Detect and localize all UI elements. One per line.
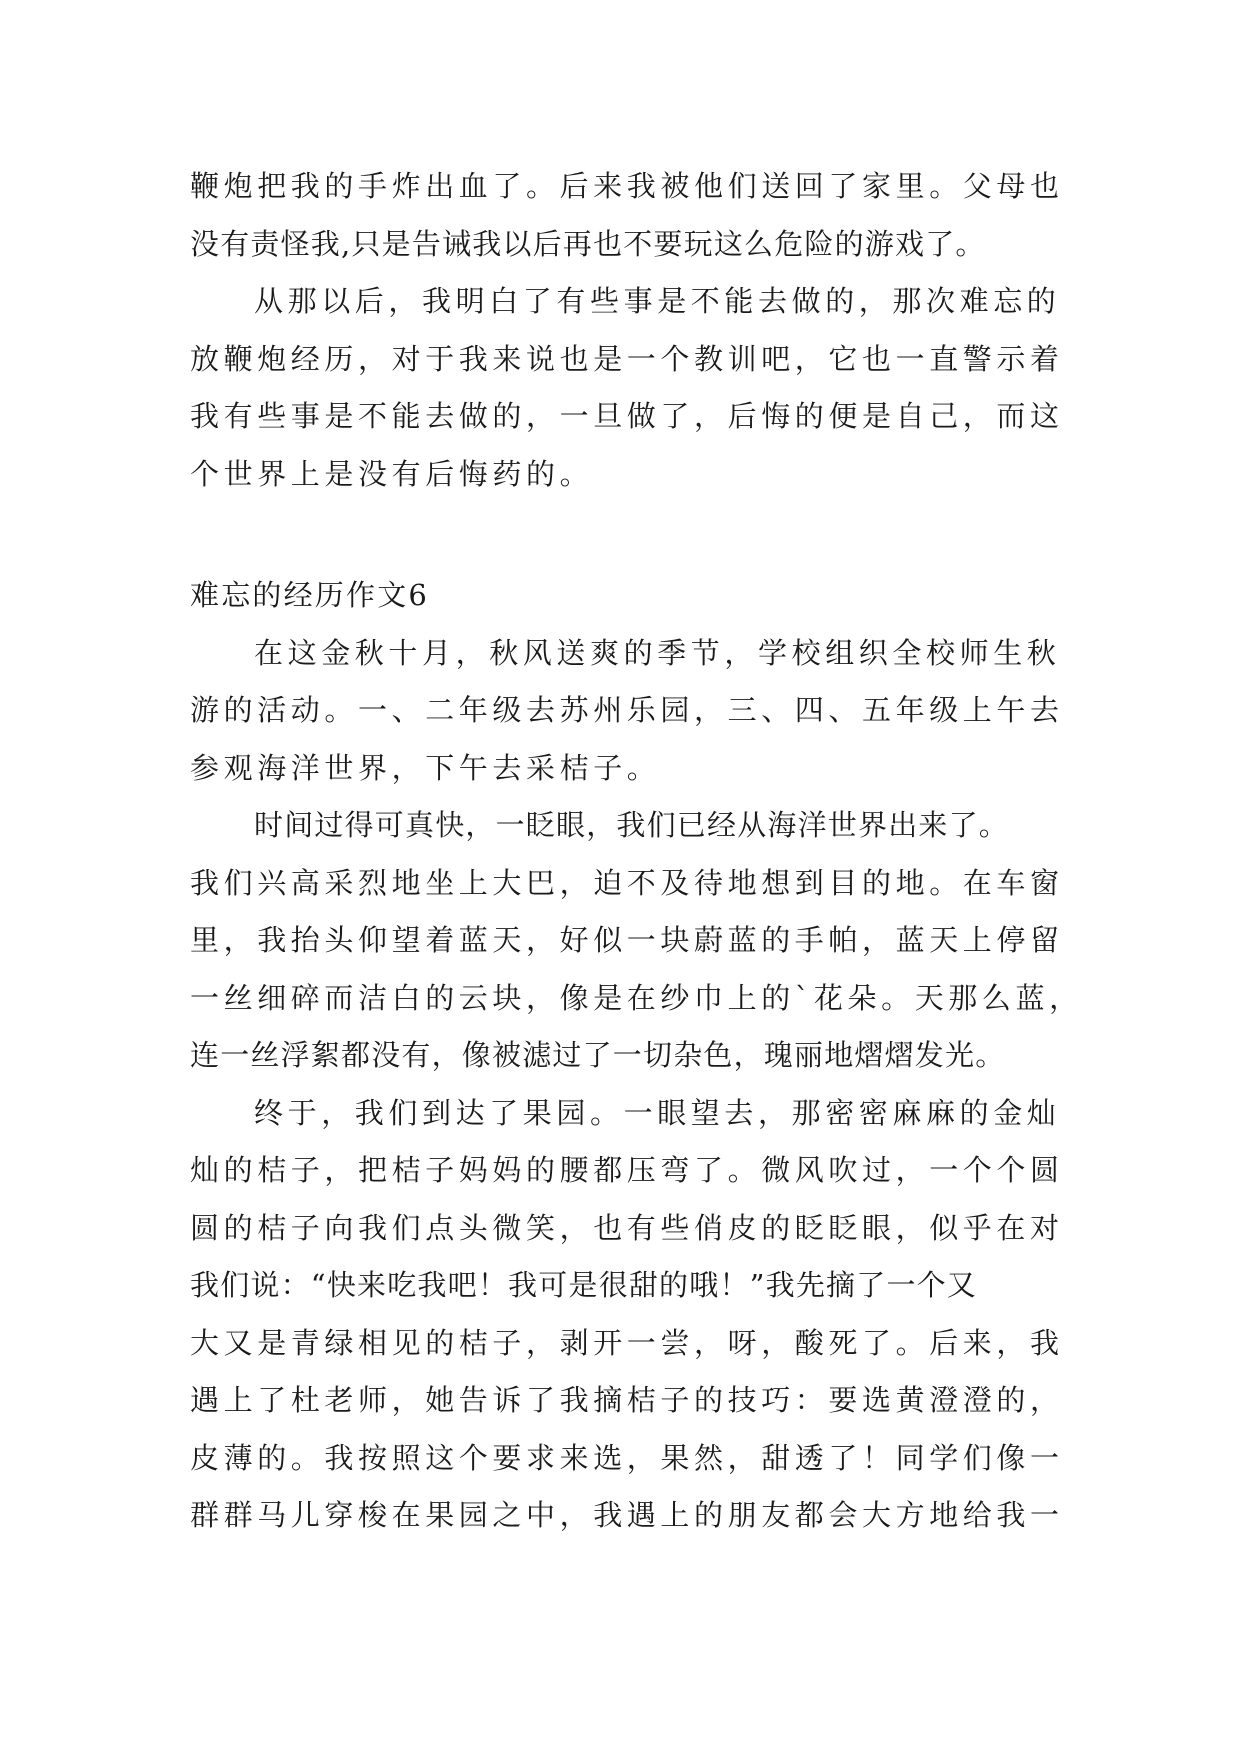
paragraph-line: 我有些事是不能去做的，一旦做了，后悔的便是自己，而这 [190,399,1064,433]
paragraph-line: 时间过得可真快，一眨眼，我们已经从海洋世界出来了。 [254,808,1010,842]
paragraph-line: 在这金秋十月，秋风送爽的季节，学校组织全校师生秋 [254,635,1061,670]
paragraph [190,273,1090,503]
paragraph-line: 连一丝浮絮都没有，像被滤过了一切杂色，瑰丽地熠熠发光。 [190,1038,1006,1072]
paragraph-line: 游的活动。一、二年级去苏州乐园，三、四、五年级上午去 [190,693,1064,727]
paragraph-line: 一丝细碎而洁白的云块，像是在纱巾上的`花朵。天那么蓝， [190,980,1083,1015]
paragraph-line: 群群马儿穿梭在果园之中，我遇上的朋友都会大方地给我一 [190,1498,1064,1532]
paragraph [190,625,1090,798]
paragraph-line: 参观海洋世界，下午去采桔子。 [190,750,661,785]
paragraph-line: 没有责怪我,只是告诫我以后再也不要玩这么危险的游戏了。 [190,226,986,261]
paragraph-line: 遇上了杜老师，她告诉了我摘桔子的技巧：要选黄澄澄的， [190,1383,1064,1417]
paragraph-line: 圆的桔子向我们点头微笑，也有些俏皮的眨眨眼，似乎在对 [190,1210,1064,1245]
paragraph-line: 个世界上是没有后悔药的。 [190,456,594,491]
essay-heading: 难忘的经历作文6 [190,578,430,612]
paragraph-line: 大又是青绿相见的桔子，剥开一尝，呀，酸死了。后来，我 [190,1325,1064,1360]
essay-body [190,158,1090,1545]
section-gap [190,503,1090,567]
paragraph-line: 皮薄的。我按照这个要求来选，果然，甜透了！同学们像一 [190,1440,1064,1475]
paragraph-line: 从那以后，我明白了有些事是不能去做的，那次难忘的 [254,284,1061,318]
paragraph-line: 我们说：“快来吃我吧！我可是很甜的哦！”我先摘了一个又 [190,1268,978,1302]
paragraph-line: 里，我抬头仰望着蓝天，好似一块蔚蓝的手帕，蓝天上停留 [190,923,1064,957]
paragraph [190,1085,1090,1545]
paragraph-line: 终于，我们到达了果园。一眼望去，那密密麻麻的金灿 [254,1095,1061,1130]
paragraph-continued [190,158,1090,273]
paragraph-line: 放鞭炮经历，对于我来说也是一个教训吧，它也一直警示着 [190,341,1064,376]
paragraph-line: 我们兴高采烈地坐上大巴，迫不及待地想到目的地。在车窗 [190,865,1064,900]
paragraph [190,797,1090,1085]
paragraph-line: 灿的桔子，把桔子妈妈的腰都压弯了。微风吹过，一个个圆 [190,1153,1064,1187]
paragraph-line: 鞭炮把我的手炸出血了。后来我被他们送回了家里。父母也 [190,169,1064,203]
